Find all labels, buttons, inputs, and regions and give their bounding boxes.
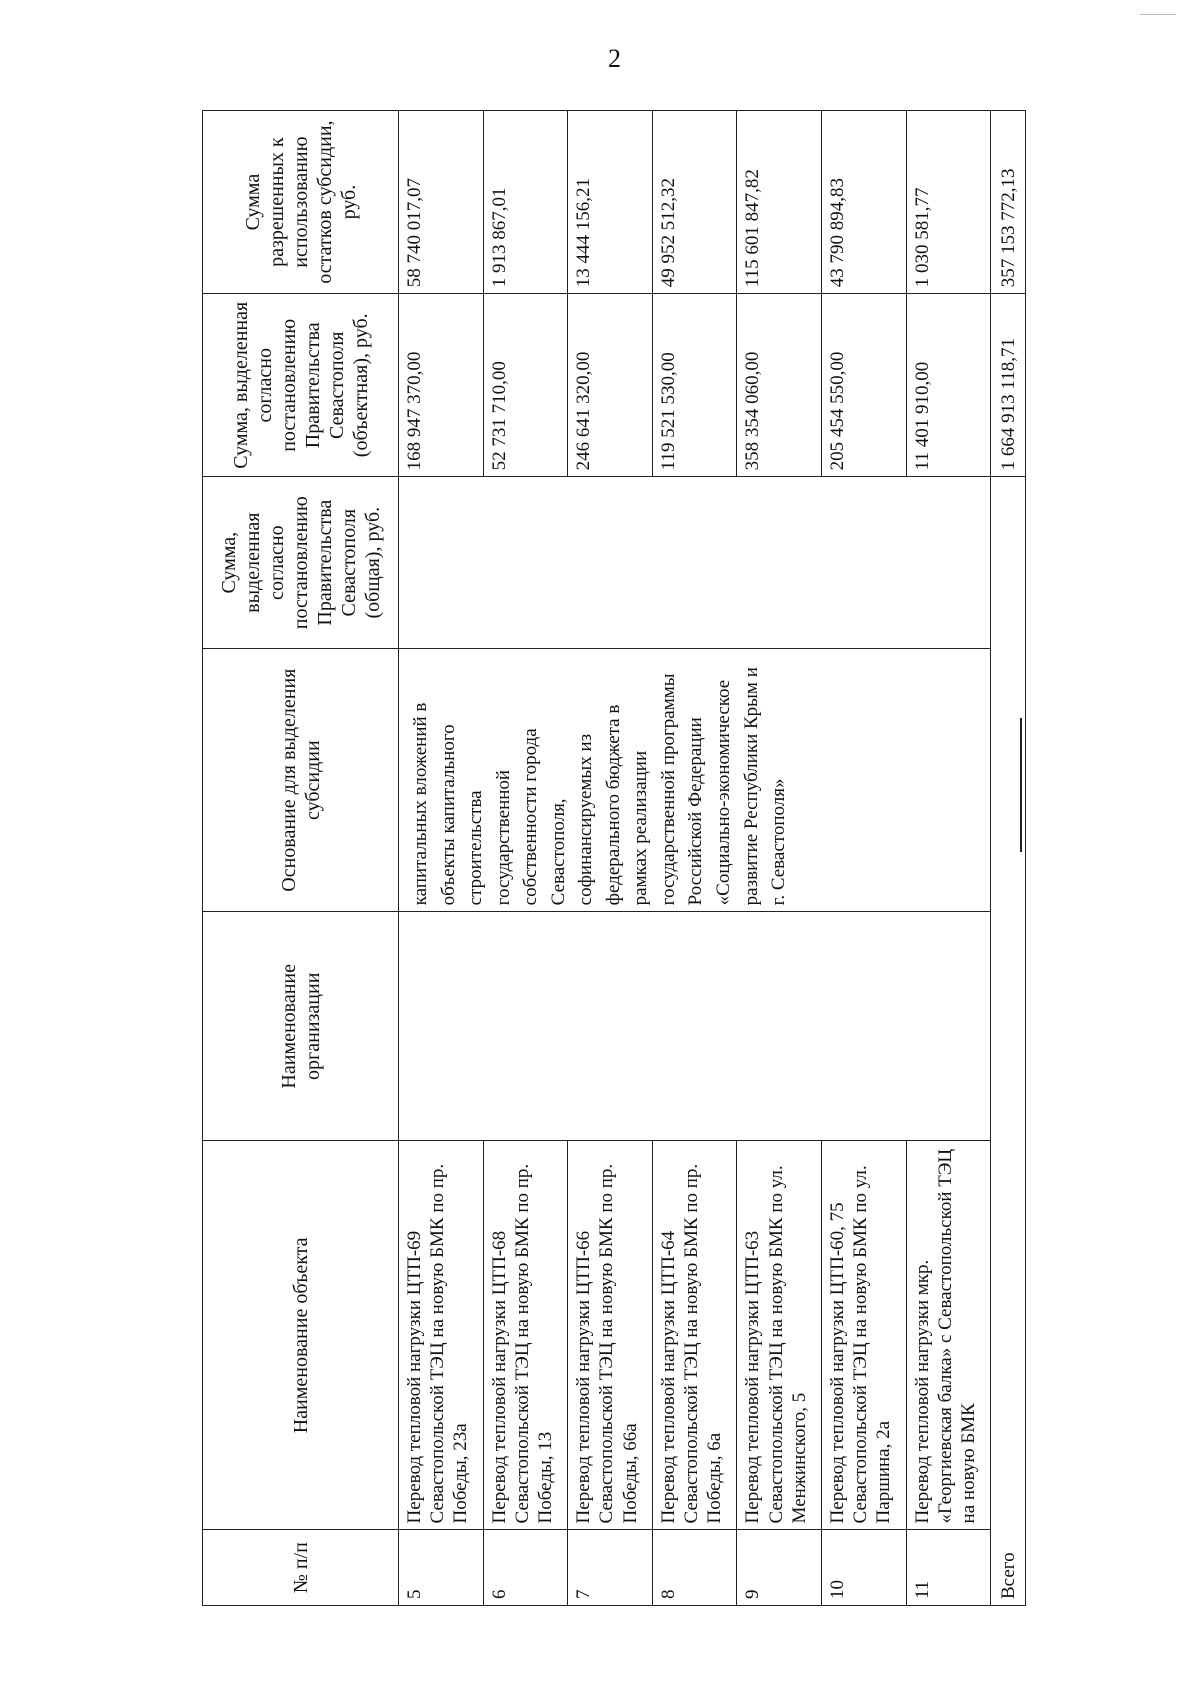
table-row — [399, 111, 484, 1606]
row-sum-allowed: 1 913 867,01 — [483, 111, 568, 294]
header-sum-allowed: Сумма разрешенных к использованию остатков субсидии, руб. — [203, 111, 399, 294]
row-sum-object: 52 731 710,00 — [483, 294, 568, 477]
header-sum-common: Сумма, выделенная согласно постановлению Правительства Севастополя (общая), руб. — [203, 477, 399, 649]
row-sum-allowed: 58 740 017,07 — [399, 111, 484, 294]
row-num: 10 — [822, 1530, 907, 1606]
row-sum-object: 358 354 060,00 — [737, 294, 822, 477]
subsidy-table-container — [202, 110, 1026, 1606]
row-sum-object: 11 401 910,00 — [906, 294, 991, 477]
row-sum-allowed: 115 601 847,82 — [737, 111, 822, 294]
row-basis-merged: капитальных вложений в объекты капитального строительства государственной собственности города Севастополя, софинансируемых из федерального бюджета в рамках реализации государственной программы Российской Федерации «Социально-экономическое развитие Республики Крым и г. Севастополя» — [399, 649, 991, 912]
header-org-name: Наименование организации — [203, 912, 399, 1141]
row-num: 5 — [399, 1530, 484, 1606]
row-sum-common-merged — [399, 477, 991, 649]
header-object-name: Наименование объекта — [203, 1141, 399, 1530]
row-num: 7 — [568, 1530, 653, 1606]
row-sum-object: 119 521 530,00 — [652, 294, 737, 477]
table-header-row — [203, 111, 399, 1606]
rotated-table-frame — [202, 110, 1026, 1606]
header-sum-object: Сумма, выделенная согласно постановлению Правительства Севастополя (объектная), руб. — [203, 294, 399, 477]
header-basis: Основание для выделения субсидии — [203, 649, 399, 912]
row-sum-allowed: 1 030 581,77 — [906, 111, 991, 294]
row-sum-object: 168 947 370,00 — [399, 294, 484, 477]
row-object: Перевод тепловой нагрузки ЦТП-68 Севастопольской ТЭЦ на новую БМК по пр. Победы, 13 — [483, 1141, 568, 1530]
row-num: 6 — [483, 1530, 568, 1606]
total-row — [991, 111, 1026, 1606]
row-sum-object: 246 641 320,00 — [568, 294, 653, 477]
total-label: Всего — [991, 477, 1026, 1606]
row-num: 9 — [737, 1530, 822, 1606]
page-number: 2 — [608, 44, 621, 73]
row-sum-object: 205 454 550,00 — [822, 294, 907, 477]
row-object: Перевод тепловой нагрузки ЦТП-69 Севастопольской ТЭЦ на новую БМК по пр. Победы, 23а — [399, 1141, 484, 1530]
row-sum-allowed: 13 444 156,21 — [568, 111, 653, 294]
header-num: № п/п — [203, 1530, 399, 1606]
row-num: 11 — [906, 1530, 991, 1606]
total-sum-allowed: 357 153 772,13 — [991, 111, 1026, 294]
subsidy-table — [202, 110, 1026, 1606]
row-object: Перевод тепловой нагрузки мкр. «Георгиевская балка» с Севастопольской ТЭЦ на новую БМК — [906, 1141, 991, 1530]
pen-stroke-mark — [1020, 718, 1022, 852]
row-object: Перевод тепловой нагрузки ЦТП-64 Севастопольской ТЭЦ на новую БМК по пр. Победы, 6а — [652, 1141, 737, 1530]
row-org-merged — [399, 912, 991, 1141]
row-object: Перевод тепловой нагрузки ЦТП-60, 75 Севастопольской ТЭЦ на новую БМК по ул. Паршина, 2а — [822, 1141, 907, 1530]
row-num: 8 — [652, 1530, 737, 1606]
row-object: Перевод тепловой нагрузки ЦТП-66 Севастопольской ТЭЦ на новую БМК по пр. Победы, 66а — [568, 1141, 653, 1530]
row-object: Перевод тепловой нагрузки ЦТП-63 Севастопольской ТЭЦ на новую БМК по ул. Менжинского, 5 — [737, 1141, 822, 1530]
row-sum-allowed: 49 952 512,32 — [652, 111, 737, 294]
row-sum-allowed: 43 790 894,83 — [822, 111, 907, 294]
total-sum-object: 1 664 913 118,71 — [991, 294, 1026, 477]
scan-mark — [1140, 14, 1176, 15]
